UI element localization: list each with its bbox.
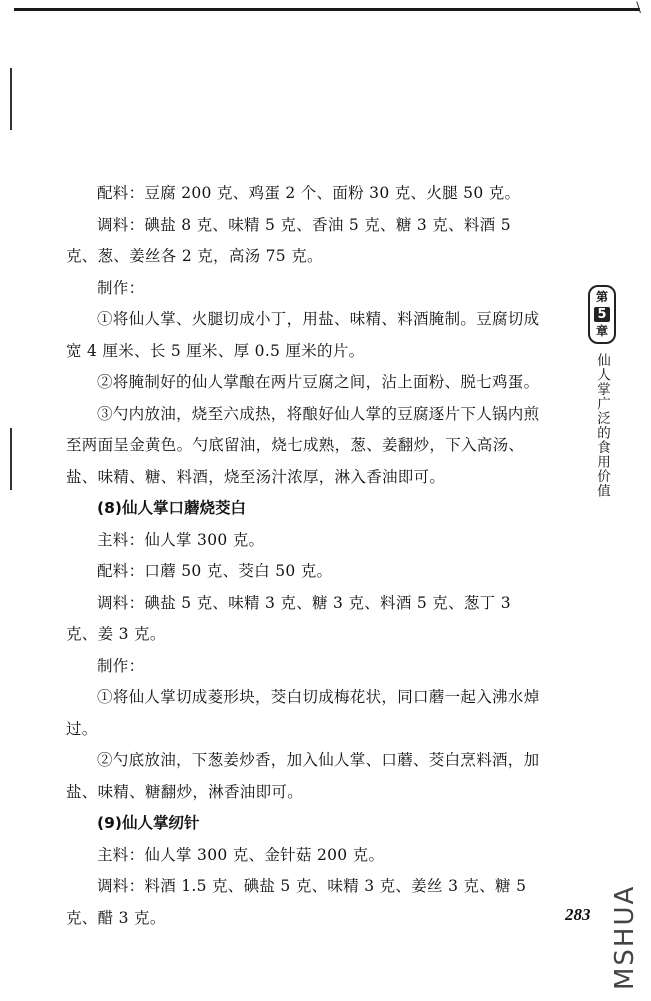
recipe-heading-8: (8)仙人掌口蘑烧茭白 [97,499,246,517]
recipe-heading-9: (9)仙人掌纫针 [97,814,200,832]
line-method-label: 制作： [97,656,145,675]
chapter-tab [588,285,616,500]
line-main-ingredient: 主料：仙人掌 300 克。 [97,530,265,549]
line-step-1: ①将仙人掌切成菱形块，茭白切成梅花状，同口蘑一起入沸水焯过。 [66,688,540,738]
chapter-label [588,285,616,344]
chapter-suffix: 章 [595,324,608,338]
line-method-label: 制作： [97,278,145,297]
line-ingredients: 配料：口蘑 50 克、茭白 50 克。 [97,562,333,580]
binding-mark-top [10,68,12,130]
line-seasoning: 调料：碘盐 5 克、味精 3 克、糖 3 克、料酒 5 克、葱丁 3 克、姜 3 克。 [66,593,511,643]
line-step-2: ②勺底放油，下葱姜炒香，加入仙人掌、口蘑、茭白烹料酒，加盐、味精、糖翻炒，淋香油即可。 [66,751,540,801]
chapter-title: 仙人掌广泛的食用价值 [594,352,610,498]
page-body [66,178,546,934]
line-seasoning: 调料：碘盐 8 克、味精 5 克、香油 5 克、糖 3 克、料酒 5 克、葱、姜丝各 2 克，高汤 75 克。 [66,215,511,265]
top-rule [14,8,640,11]
page-number: 283 [565,905,591,924]
line-seasoning: 调料：料酒 1.5 克、碘盐 5 克、味精 3 克、姜丝 3 克、糖 5 克、醋 3 克。 [66,877,527,927]
watermark: MSHUA [610,884,640,990]
line-step-3: ③勺内放油，烧至六成热，将酿好仙人掌的豆腐逐片下人锅内煎至两面呈金黄色。勺底留油，烧七成熟，葱、姜翻炒，下入高汤、盐、味精、糖、料酒，烧至汤汁浓厚，淋入香油即可。 [66,404,540,486]
line-step-2: ②将腌制好的仙人掌酿在两片豆腐之间，沾上面粉、脱七鸡蛋。 [97,373,540,391]
line-step-1: ①将仙人掌、火腿切成小丁，用盐、味精、料酒腌制。豆腐切成宽 4 厘米、长 5 厘米、厚 0.5 厘米的片。 [66,310,540,360]
chapter-number: 5 [594,307,610,322]
line-ingredients: 配料：豆腐 200 克、鸡蛋 2 个、面粉 30 克、火腿 50 克。 [97,184,521,202]
corner-mark: \ [636,0,641,16]
line-main-ingredient: 主料：仙人掌 300 克、金针菇 200 克。 [97,845,385,864]
binding-mark-bottom [10,428,12,490]
chapter-prefix: 第 [595,290,608,304]
